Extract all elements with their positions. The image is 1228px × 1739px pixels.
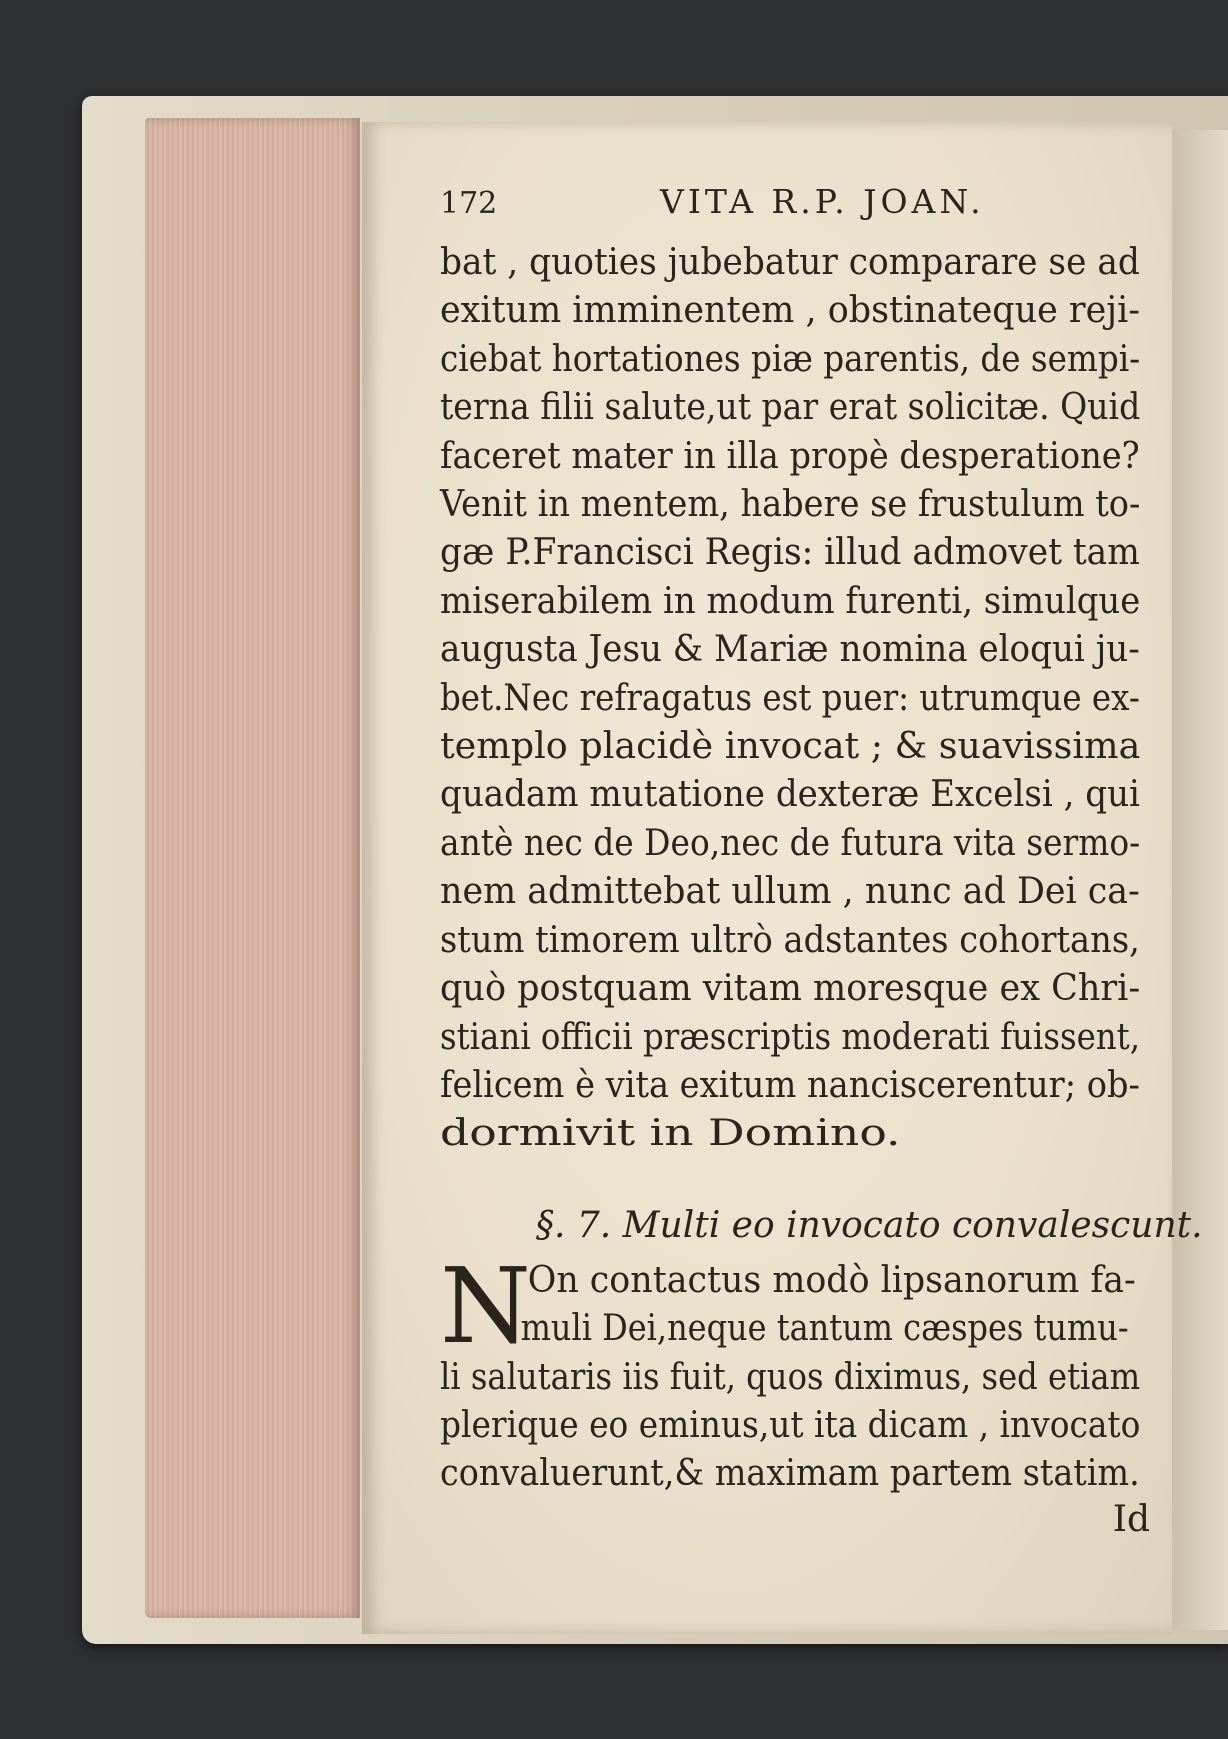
text-line: exitum imminentem , obstinateque reji- — [440, 288, 1141, 332]
page-number: 172 — [440, 186, 498, 221]
text-line: muli Dei,neque tantum cæspes tumu- — [520, 1306, 1129, 1350]
text-line: augusta Jesu & Mariæ nomina eloqui ju- — [440, 627, 1140, 671]
text-line: On contactus modò lipsanorum fa- — [527, 1257, 1136, 1301]
text-line: li salutaris iis fuit, quos diximus, sed etiam — [440, 1354, 1141, 1398]
drop-cap: N — [440, 1244, 531, 1367]
paragraph — [440, 238, 1150, 1158]
text-line: miserabilem in modum furenti, simulque — [440, 578, 1141, 622]
text-line: ciebat hortationes piæ parentis, de sempi- — [440, 336, 1141, 380]
text-line: dormivit in Domino. — [440, 1111, 901, 1155]
page-text — [440, 178, 1203, 1540]
text-line: quò postquam vitam moresque ex Chri- — [440, 966, 1141, 1010]
text-line: Venit in mentem, habere se frustulum to- — [440, 482, 1141, 526]
text-line: terna filii salute,ut par erat solicitæ. Quid — [440, 385, 1141, 429]
page-edges — [145, 118, 360, 1618]
section-heading: §. 7. Multi eo invocato convalescunt. — [536, 1204, 1203, 1246]
text-line: stiani officii præscriptis moderati fuissent, — [440, 1014, 1140, 1058]
running-head: VITA R.P. JOAN. — [660, 182, 985, 221]
text-line: antè nec de Deo,nec de futura vita sermo- — [440, 820, 1141, 864]
catchword: Id — [1112, 1498, 1150, 1540]
text-line: stum timorem ultrò adstantes cohortans, — [440, 917, 1140, 961]
text-line: felicem è vita exitum nanciscerentur; ob- — [440, 1062, 1140, 1106]
text-line: nem admittebat ullum , nunc ad Dei ca- — [440, 869, 1140, 913]
text-line: convaluerunt,& maximam partem statim. — [440, 1451, 1140, 1495]
text-line: plerique eo eminus,ut ita dicam , invocato — [440, 1402, 1141, 1446]
text-line: templo placidè invocat ; & suavissima — [440, 724, 1141, 768]
text-line: faceret mater in illa propè desperatione? — [440, 433, 1140, 477]
section-body — [440, 1244, 1150, 1498]
text-line: quadam mutatione dexteræ Excelsi , qui — [440, 772, 1140, 816]
page-header — [440, 178, 1150, 238]
text-line: bat , quoties jubebatur comparare se ad — [440, 240, 1140, 283]
facing-page-edge — [1170, 130, 1228, 1630]
section-lines — [440, 1244, 1150, 1498]
text-line: gæ P.Francisci Regis: illud admovet tam — [440, 530, 1140, 574]
text-line: bet.Nec refragatus est puer: utrumque ex- — [440, 675, 1140, 719]
